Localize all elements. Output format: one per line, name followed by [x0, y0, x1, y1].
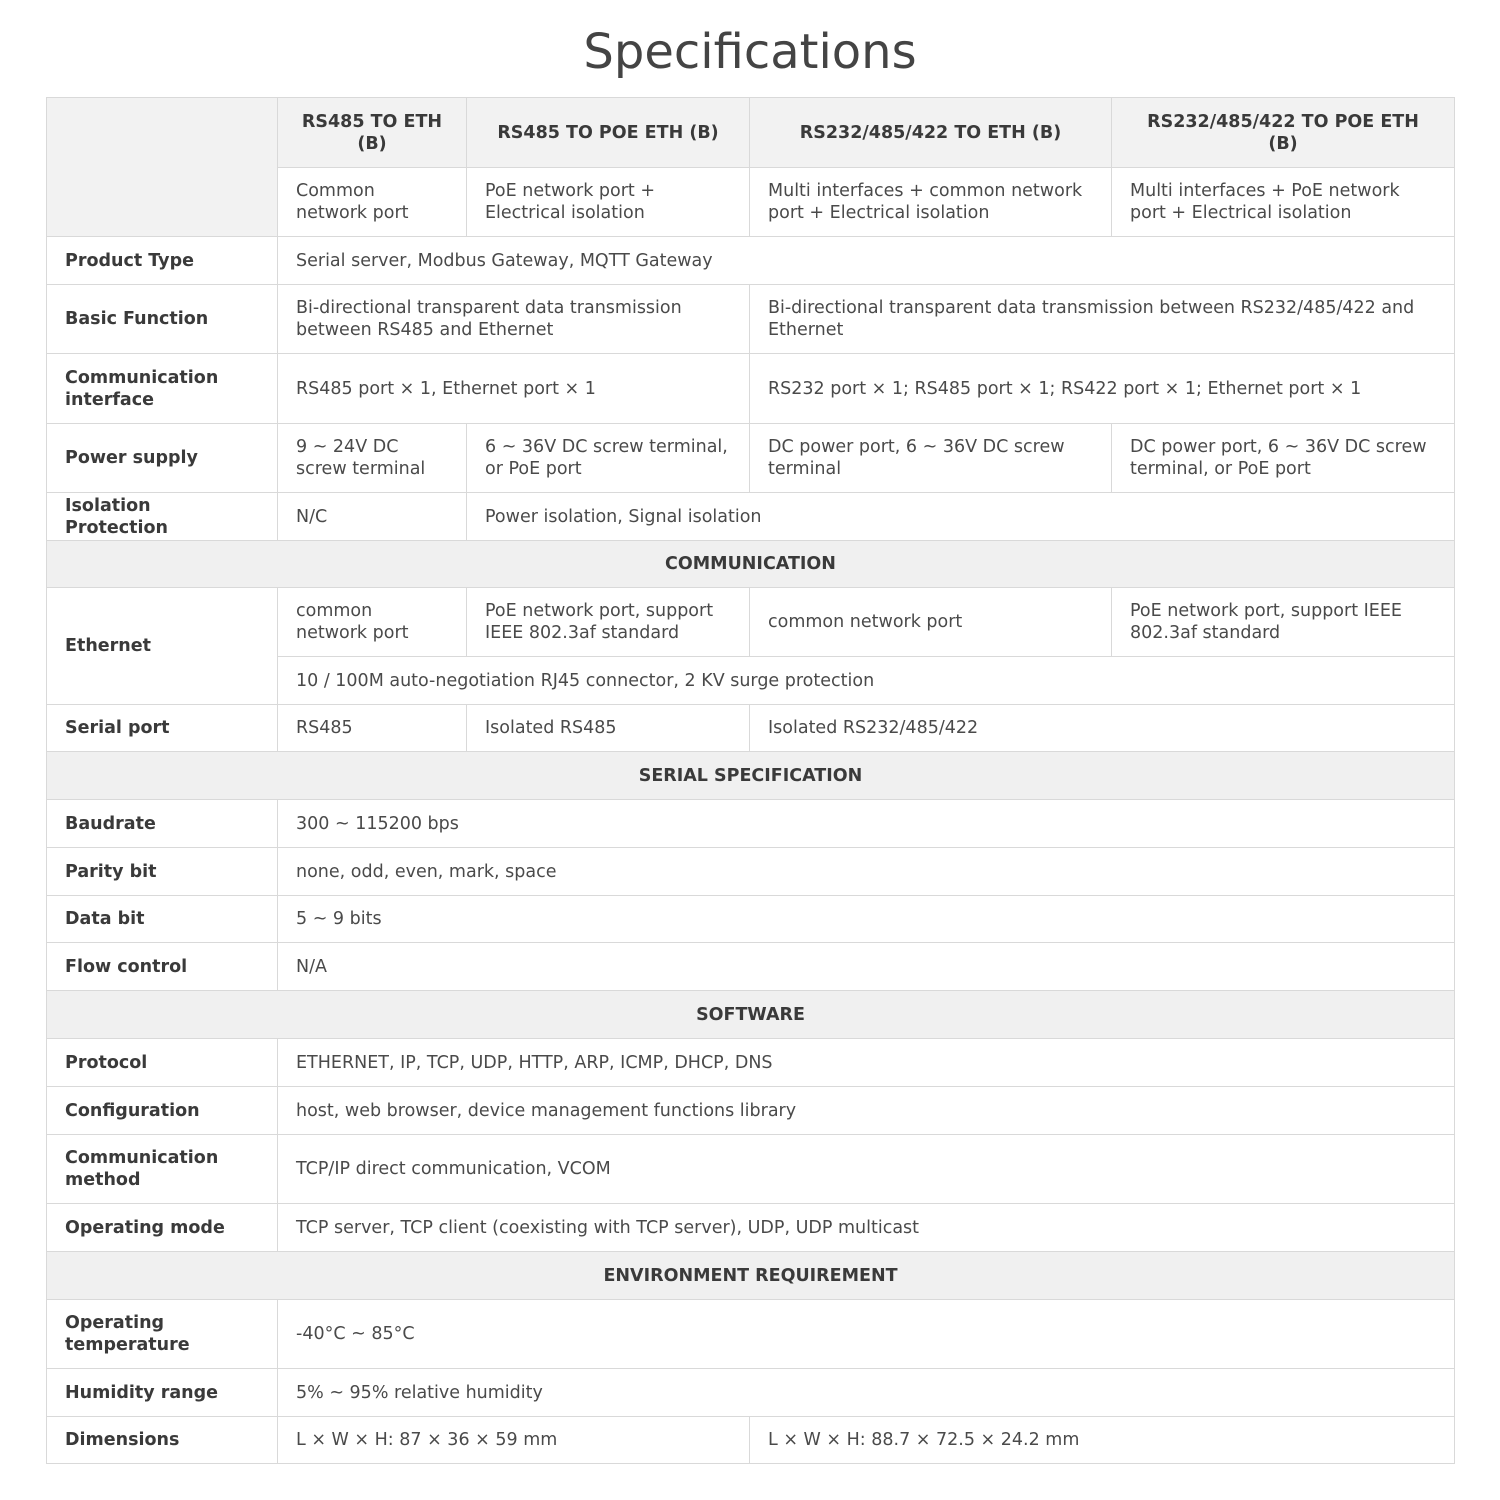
column-header-2: RS485 TO POE ETH (B)	[467, 98, 750, 168]
row-label: Flow control	[47, 943, 278, 991]
row-value: N/C	[278, 493, 467, 541]
row-label: Parity bit	[47, 848, 278, 896]
row-value: L × W × H: 88.7 × 72.5 × 24.2 mm	[750, 1417, 1455, 1464]
row-value: 5% ~ 95% relative humidity	[278, 1369, 1455, 1417]
row-value: Isolated RS485	[467, 705, 750, 752]
row-value: common network port	[750, 588, 1112, 657]
row-value: DC power port, 6 ~ 36V DC screw terminal	[750, 424, 1112, 493]
table-row	[47, 285, 1455, 354]
table-row	[47, 1135, 1455, 1204]
row-value: RS232 port × 1; RS485 port × 1; RS422 port × 1; Ethernet port × 1	[750, 354, 1455, 424]
table-row	[47, 1039, 1455, 1087]
row-value: RS485	[278, 705, 467, 752]
table-row	[47, 493, 1455, 541]
column-description-4: Multi interfaces + PoE network port + Electrical isolation	[1112, 168, 1455, 237]
corner-cell	[47, 98, 278, 237]
table-row	[47, 424, 1455, 493]
row-label: Humidity range	[47, 1369, 278, 1417]
table-row	[47, 896, 1455, 943]
row-value: Bi-directional transparent data transmission between RS232/485/422 and Ethernet	[750, 285, 1455, 354]
row-label: Communication interface	[47, 354, 278, 424]
row-value: 9 ~ 24V DC screw terminal	[278, 424, 467, 493]
row-label: Operating mode	[47, 1204, 278, 1252]
row-value: PoE network port, support IEEE 802.3af standard	[467, 588, 750, 657]
row-value: common network port	[278, 588, 467, 657]
row-value: none, odd, even, mark, space	[278, 848, 1455, 896]
table-row	[47, 943, 1455, 991]
section-row	[47, 991, 1455, 1039]
column-header-3: RS232/485/422 TO ETH (B)	[750, 98, 1112, 168]
column-description-3: Multi interfaces + common network port + Electrical isolation	[750, 168, 1112, 237]
row-label: Operating temperature	[47, 1300, 278, 1369]
section-header-software: SOFTWARE	[47, 991, 1455, 1039]
row-label: Power supply	[47, 424, 278, 493]
row-value: DC power port, 6 ~ 36V DC screw terminal, or PoE port	[1112, 424, 1455, 493]
row-value: 6 ~ 36V DC screw terminal, or PoE port	[467, 424, 750, 493]
row-label: Data bit	[47, 896, 278, 943]
column-header-4: RS232/485/422 TO POE ETH (B)	[1112, 98, 1455, 168]
row-value: Serial server, Modbus Gateway, MQTT Gateway	[278, 237, 1455, 285]
row-value: Bi-directional transparent data transmission between RS485 and Ethernet	[278, 285, 750, 354]
row-label: Basic Function	[47, 285, 278, 354]
row-value: ETHERNET, IP, TCP, UDP, HTTP, ARP, ICMP, DHCP, DNS	[278, 1039, 1455, 1087]
row-value: 5 ~ 9 bits	[278, 896, 1455, 943]
header-row	[47, 98, 1455, 168]
table-row	[47, 1204, 1455, 1252]
table-row	[47, 1087, 1455, 1135]
table-row	[47, 1417, 1455, 1464]
row-value: 10 / 100M auto-negotiation RJ45 connector, 2 KV surge protection	[278, 657, 1455, 705]
section-header-communication: COMMUNICATION	[47, 541, 1455, 588]
column-description-2: PoE network port + Electrical isolation	[467, 168, 750, 237]
table-row	[47, 848, 1455, 896]
column-header-1: RS485 TO ETH (B)	[278, 98, 467, 168]
row-value: Isolated RS232/485/422	[750, 705, 1455, 752]
table-row	[47, 800, 1455, 848]
table-row	[47, 354, 1455, 424]
row-value: -40°C ~ 85°C	[278, 1300, 1455, 1369]
section-row	[47, 752, 1455, 800]
row-label: Communication method	[47, 1135, 278, 1204]
section-header-serial-specification: SERIAL SPECIFICATION	[47, 752, 1455, 800]
row-value: L × W × H: 87 × 36 × 59 mm	[278, 1417, 750, 1464]
row-label: Isolation Protection	[47, 493, 278, 541]
table-row	[47, 1300, 1455, 1369]
row-value: TCP/IP direct communication, VCOM	[278, 1135, 1455, 1204]
specifications-table	[46, 97, 1455, 1464]
row-label: Serial port	[47, 705, 278, 752]
row-label: Baudrate	[47, 800, 278, 848]
row-value: 300 ~ 115200 bps	[278, 800, 1455, 848]
row-label: Configuration	[47, 1087, 278, 1135]
row-label: Ethernet	[47, 588, 278, 705]
row-value: RS485 port × 1, Ethernet port × 1	[278, 354, 750, 424]
row-label: Dimensions	[47, 1417, 278, 1464]
table-row	[47, 588, 1455, 657]
row-value: TCP server, TCP client (coexisting with TCP server), UDP, UDP multicast	[278, 1204, 1455, 1252]
row-value: host, web browser, device management functions library	[278, 1087, 1455, 1135]
row-value: N/A	[278, 943, 1455, 991]
section-header-environment: ENVIRONMENT REQUIREMENT	[47, 1252, 1455, 1300]
table-row	[47, 705, 1455, 752]
section-row	[47, 541, 1455, 588]
row-label: Product Type	[47, 237, 278, 285]
table-row	[47, 237, 1455, 285]
section-row	[47, 1252, 1455, 1300]
row-label: Protocol	[47, 1039, 278, 1087]
row-value: PoE network port, support IEEE 802.3af standard	[1112, 588, 1455, 657]
page-title: Specifications	[583, 24, 917, 80]
column-description-1: Common network port	[278, 168, 467, 237]
table-row	[47, 1369, 1455, 1417]
row-value: Power isolation, Signal isolation	[467, 493, 1455, 541]
